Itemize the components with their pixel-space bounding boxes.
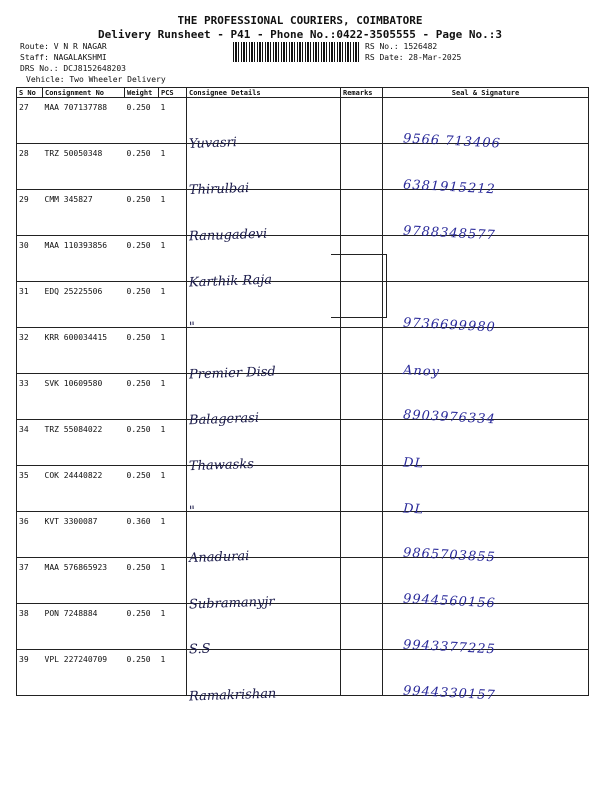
row-weight: 0.250 — [125, 236, 159, 282]
row-consignee — [187, 190, 341, 245]
row-remarks — [341, 144, 383, 190]
row-signature — [383, 236, 589, 282]
row-sno: 28 — [17, 144, 43, 190]
row-consignee — [187, 558, 341, 613]
handwritten-signature: 6381915212 — [402, 177, 497, 198]
row-sno: 31 — [17, 282, 43, 328]
row-pcs: 1 — [159, 604, 187, 650]
row-remarks — [341, 328, 383, 374]
row-weight: 0.250 — [125, 190, 159, 236]
vehicle-label: Vehicle: Two Wheeler Delivery — [26, 75, 166, 84]
row-sno: 38 — [17, 604, 43, 650]
handwritten-consignee: S.S — [188, 641, 211, 658]
table-row — [17, 190, 589, 236]
handwritten-consignee: Ramakrishan — [188, 686, 277, 705]
row-sno: 35 — [17, 466, 43, 512]
row-weight: 0.360 — [125, 512, 159, 558]
row-weight: 0.250 — [125, 98, 159, 144]
row-sno: 32 — [17, 328, 43, 374]
col-header-consignment: Consignment No — [43, 88, 125, 98]
handwritten-signature: DL — [402, 455, 425, 472]
row-pcs: 1 — [159, 236, 187, 282]
row-weight: 0.250 — [125, 466, 159, 512]
row-signature — [383, 190, 589, 244]
handwritten-consignee: Thirulbai — [188, 180, 250, 199]
row-pcs: 1 — [159, 190, 187, 236]
handwritten-consignee: Anadurai — [188, 548, 250, 567]
table-row — [17, 604, 589, 650]
runsheet-title: Delivery Runsheet - P41 - Phone No.:0422-3505555 - Page No.:3 — [98, 28, 502, 41]
col-header-pcs: PCS — [159, 88, 187, 98]
row-weight: 0.250 — [125, 650, 159, 696]
staff-label: Staff: NAGALAKSHMI — [20, 53, 107, 62]
row-pcs: 1 — [159, 98, 187, 144]
row-remarks — [341, 466, 383, 512]
row-sno: 36 — [17, 512, 43, 558]
handwritten-signature: 8903976334 — [402, 407, 497, 428]
row-weight: 0.250 — [125, 144, 159, 190]
row-signature — [383, 512, 589, 566]
table-row — [17, 650, 589, 696]
handwritten-consignee: " — [188, 319, 196, 336]
barcode — [233, 42, 359, 62]
row-remarks — [341, 98, 383, 144]
handwritten-consignee: Subramanyjr — [188, 594, 275, 613]
handwritten-signature: 9943377225 — [402, 637, 497, 658]
row-consignee — [187, 466, 341, 520]
row-consignment: TRZ 50050348 — [43, 144, 125, 190]
row-consignee — [187, 512, 341, 567]
row-consignee — [187, 236, 341, 291]
row-consignment: KVT 3300087 — [43, 512, 125, 558]
row-signature — [383, 604, 589, 658]
row-sno: 30 — [17, 236, 43, 282]
row-consignment: MAA 110393856 — [43, 236, 125, 282]
row-remarks — [341, 374, 383, 420]
handwritten-consignee: " — [188, 503, 196, 520]
row-pcs: 1 — [159, 144, 187, 190]
row-consignment: PON 7248884 — [43, 604, 125, 650]
row-remarks — [341, 558, 383, 604]
row-consignee — [187, 420, 341, 475]
row-sno: 27 — [17, 98, 43, 144]
row-remarks — [341, 512, 383, 558]
row-weight: 0.250 — [125, 558, 159, 604]
table-row — [17, 282, 589, 328]
handwritten-signature: 9566 713406 — [402, 131, 502, 152]
handwritten-consignee: Ranugadevi — [188, 226, 268, 245]
row-pcs: 1 — [159, 466, 187, 512]
row-consignment: KRR 600034415 — [43, 328, 125, 374]
handwritten-consignee: Yuvasri — [188, 135, 238, 152]
row-sno: 37 — [17, 558, 43, 604]
table-row — [17, 236, 589, 282]
row-consignee — [187, 650, 341, 705]
row-consignment: VPL 227240709 — [43, 650, 125, 696]
row-consignment: CMM 345827 — [43, 190, 125, 236]
row-signature — [383, 420, 589, 472]
table-row — [17, 420, 589, 466]
handwritten-signature: 9788348577 — [402, 223, 497, 244]
row-consignment: MAA 707137788 — [43, 98, 125, 144]
table-row — [17, 98, 589, 144]
handwritten-signature: 9865703855 — [402, 545, 497, 566]
col-header-remarks: Remarks — [341, 88, 383, 98]
row-remarks — [341, 650, 383, 696]
row-signature — [383, 328, 589, 380]
row-pcs: 1 — [159, 420, 187, 466]
row-remarks — [341, 190, 383, 236]
row-signature — [383, 282, 589, 336]
table-row — [17, 466, 589, 512]
row-pcs: 1 — [159, 328, 187, 374]
row-sno: 39 — [17, 650, 43, 696]
row-pcs: 1 — [159, 650, 187, 696]
row-weight: 0.250 — [125, 374, 159, 420]
row-consignee — [187, 144, 341, 199]
row-consignee — [187, 374, 341, 429]
row-weight: 0.250 — [125, 420, 159, 466]
row-signature — [383, 558, 589, 612]
row-pcs: 1 — [159, 512, 187, 558]
row-signature — [383, 144, 589, 198]
row-consignment: COK 24440822 — [43, 466, 125, 512]
handwritten-signature: 9944330157 — [402, 683, 497, 704]
row-weight: 0.250 — [125, 604, 159, 650]
grouping-bracket — [331, 254, 387, 318]
row-remarks — [341, 604, 383, 650]
row-sno: 33 — [17, 374, 43, 420]
row-sno: 29 — [17, 190, 43, 236]
row-consignment: SVK 10609580 — [43, 374, 125, 420]
table-row — [17, 144, 589, 190]
row-pcs: 1 — [159, 374, 187, 420]
row-pcs: 1 — [159, 558, 187, 604]
row-remarks — [341, 420, 383, 466]
row-consignee — [187, 282, 341, 336]
rs-number: RS No.: 1526482 — [365, 42, 438, 51]
row-consignee — [187, 604, 341, 658]
col-header-seal: Seal & Signature — [383, 88, 589, 98]
row-consignment: MAA 576865923 — [43, 558, 125, 604]
row-pcs: 1 — [159, 282, 187, 328]
row-weight: 0.250 — [125, 282, 159, 328]
row-signature — [383, 650, 589, 704]
table-row — [17, 374, 589, 420]
route-label: Route: V N R NAGAR — [20, 42, 107, 51]
handwritten-signature: 9736699980 — [402, 315, 497, 336]
table-row — [17, 558, 589, 604]
handwritten-signature: 9944560156 — [402, 591, 497, 612]
table-row — [17, 512, 589, 558]
row-consignee — [187, 328, 341, 383]
handwritten-signature: Anoy — [402, 363, 441, 380]
rs-date: RS Date: 28-Mar-2025 — [365, 53, 462, 62]
row-sno: 34 — [17, 420, 43, 466]
col-header-consignee: Consignee Details — [187, 88, 341, 98]
drs-label: DRS No.: DCJ8152648203 — [20, 64, 126, 73]
table-row — [17, 328, 589, 374]
handwritten-signature: DL — [402, 501, 425, 518]
handwritten-consignee: Thawasks — [188, 456, 255, 475]
handwritten-consignee: Balagerasi — [188, 410, 260, 429]
table-header-row — [17, 88, 589, 98]
row-signature — [383, 466, 589, 518]
handwritten-consignee: Premier Disd — [188, 364, 277, 383]
row-signature — [383, 98, 589, 152]
col-header-weight: Weight — [125, 88, 159, 98]
col-header-sno: S No — [17, 88, 43, 98]
handwritten-consignee: Karthik Raja — [188, 272, 273, 291]
row-consignment: EDQ 25225506 — [43, 282, 125, 328]
row-consignment: TRZ 55084022 — [43, 420, 125, 466]
row-consignee — [187, 98, 341, 152]
company-title: THE PROFESSIONAL COURIERS, COIMBATORE — [177, 14, 423, 27]
row-weight: 0.250 — [125, 328, 159, 374]
row-signature — [383, 374, 589, 428]
runsheet-table — [16, 87, 589, 705]
